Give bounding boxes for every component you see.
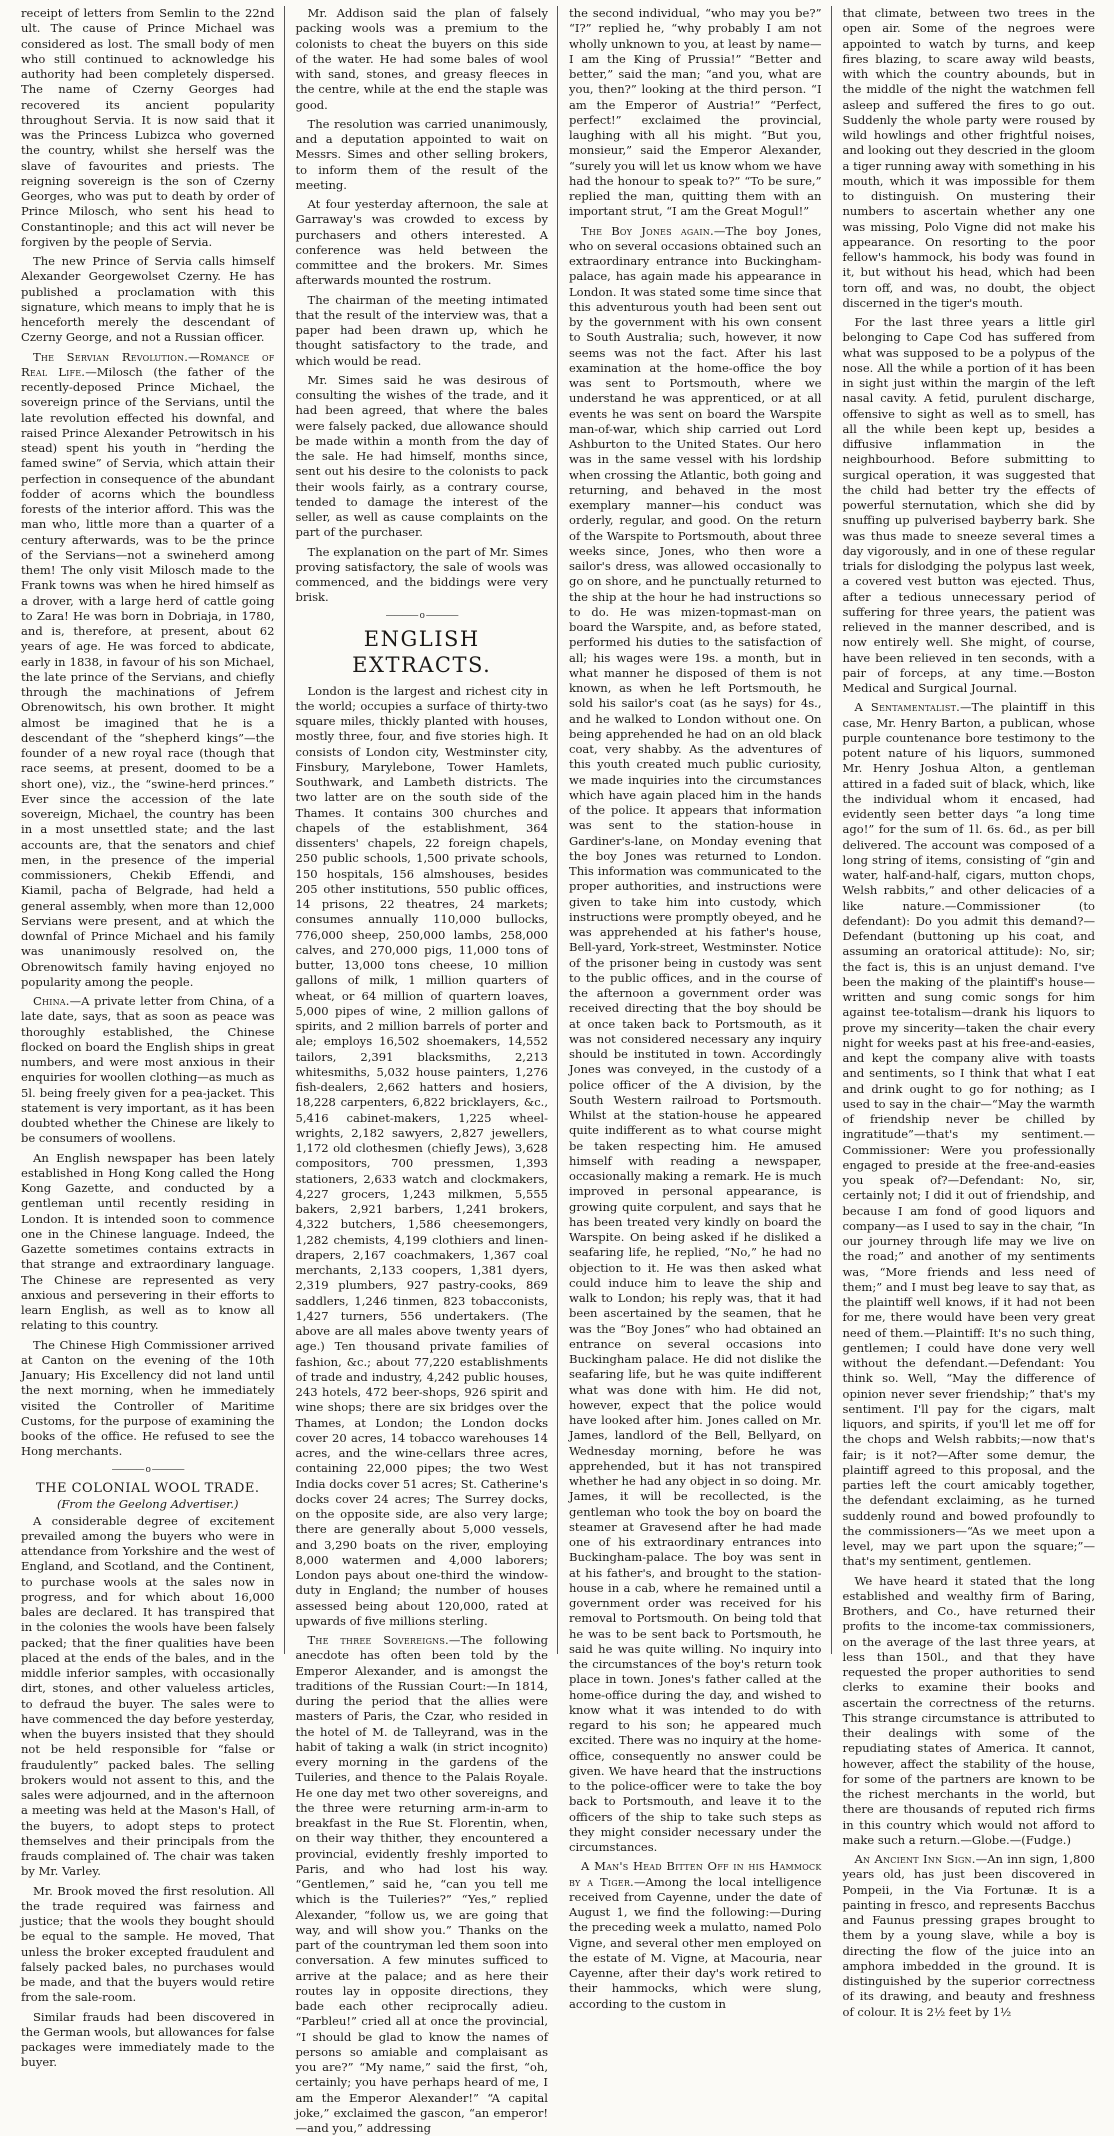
article-paragraph [569, 1859, 822, 2012]
article-heading: THE COLONIAL WOOL TRADE. [35, 1480, 260, 1496]
paragraph-lead: A Sentamentalist. [854, 700, 960, 715]
article-paragraph [21, 1151, 275, 1334]
article-paragraph [843, 315, 1096, 696]
paragraph-text: We have heard it stated that the long established and wealthy firm of Baring, Brothers, and Co., have returned their profits to the income-tax commissioners, on the average of the last three years, at less than 150l., and that they have requested the proper authorities to send clerks to examine their books and ascertain the correctness of the returns. This strange circumstance is attributed to their dealings with some of the repudiating states of America. It cannot, however, affect the stability of the house, for some of the partners are known to be the richest merchants in the world, but there are thousands of reputed rich firms in this country which would not afford to make such a return.—Globe.—(Fudge.) [842, 1573, 1095, 1847]
article-paragraph [296, 117, 549, 193]
paragraph-text: The explanation on the part of Mr. Simes proving satisfactory, the sale of wools was commenced, and the biddings were very brisk. [295, 544, 548, 605]
article-paragraph [569, 6, 822, 220]
article-paragraph [296, 293, 549, 369]
article-paragraph [21, 1884, 275, 2006]
paragraph-text: The Chinese High Commissioner arrived at Canton on the evening of the 10th January; His Excellency did not land until the next morning, when he immediately visited the Controller of Maritime Customs, for the purpose of examining the books of the office. He refused to see the Hong merchants. [21, 1337, 275, 1459]
article-paragraph [21, 1338, 275, 1460]
paragraph-text: —An inn sign, 1,800 years old, has just been discovered in Pompeii, in the Via Fortunæ. It is a painting in fresco, and represents Bacchus and Faunus pressing grapes brought to them by a young slave, while a boy is directing the flow of the juice into an amphora imbedded in the ground. It is distinguished by the superior correctness of its drawing, and beauty and freshness of colour. It is 2½ feet by 1½ [842, 1852, 1096, 2019]
paragraph-text: —The boy Jones, who on several occasions obtained such an extraordinary entrance into Buckingham-palace, has again made his appearance in London. It was stated some time since that this adventurous youth had been sent out by the government with his own consent to South Australia; such, however, it now seems was not the fact. After his last examination at the home-office the boy was sent to Portsmouth, where we understand he was apprenticed, or at all events he was sent on board the Warspite man-of-war, which ship carried out Lord Ashburton to the United States. Our hero was in the same vessel with his lordship when crossing the Atlantic, both going and returning, and behaved in the most exemplary manner—his conduct was orderly, regular, and good. On the return of the Warspite to Portsmouth, about three weeks since, Jones, who then wore a sailor's dress, was allowed occasionally to go on shore, and he punctually returned to the ship at the hour he had instructions so to do. He was mizen-topmast-man on board the Warspite, and, as before stated, performed his duties to the satisfaction of all; his wages were 19s. a month, but in what manner he disposed of them is not known, as when he left Portsmouth, he sold his sailor's coat (as he says) for 4s., and he walked to London without one. On being apprehended he had on an old black coat, very shabby. As the adventures of this youth created much public curiosity, we made inquiries into the circumstances which have again placed him in the hands of the police. It appears that information was sent to the station-house in Gardiner's-lane, on Monday evening that the boy Jones was returned to London. This information was communicated to the proper authorities, and instructions were given to take him into custody, which instructions were promptly obeyed, and he was apprehended at his father's house, Bell-yard, York-street, Westminster. Notice of the prisoner being in custody was sent to the public offices, and in the course of the afternoon a government order was received directing that the boy should be at once taken back to Portsmouth, as it was not considered necessary any inquiry should be instituted in town. Accordingly Jones was conveyed, in the custody of a police officer of the A division, by the South Western railroad to Portsmouth. Whilst at the station-house he appeared quite indifferent as to what course might be taken respecting him. He amused himself with reading a newspaper, occasionally making a remark. He is much improved in personal appearance, is growing quite corpulent, and says that he has been treated very kindly on board the Warspite. On being asked if he disliked a seafaring life, he replied, “No,” he had no objection to it. He was then asked what could induce him to leave the ship and walk to London; his reply was, that it had been ascertained by the seamen, that he was the “Boy Jones” who had obtained an entrance on several occasions into Buckingham palace. He did not dislike the seafaring life, but he was quite indifferent what was done with him. He did not, however, expect that the police would have looked after him. Jones called on Mr. James, landlord of the Bell, Bellyard, on Wednesday morning, before he was apprehended, but it has not transpired whether he had any object in so doing. Mr. James, it will be recollected, is the gentleman who took the boy on board the steamer at Gravesend after he had made one of his extraordinary entrances into Buckingham-palace. The boy was sent in at his father's, and brought to the station-house in a cab, where he remained until a government order was received for his removal to Portsmouth. On being told that he was to be sent back to Portsmouth, he said he was quite willing. No inquiry into the circumstances of the boy's return took place in town. Jones's father called at the home-office during the day, and wished to know what it was intended to do with regard to his son; he appeared much excited. There was no inquiry at the home-office, consequently no answer could be given. We have heard that the instructions to the police-officer were to take the boy back to Portsmouth, and leave it to the officers of the ship to take such steps as they might consider necessary under the circumstances. [569, 223, 822, 1854]
newspaper-page [10, 6, 1104, 2135]
column-2 [284, 6, 558, 2135]
paragraph-text: The new Prince of Servia calls himself Alexander Georgewolset Czerny. He has published a proclamation with this signature, which means to imply that he is henceforth merely the descendant of Czerny George, and not a Russian officer. [21, 254, 275, 345]
paragraph-text: For the last three years a little girl belonging to Cape Cod has suffered from what was supposed to be a polypus of the nose. All the while a portion of it has been in sight just within the margin of the left nasal cavity. A fetid, purulent discharge, offensive to sight as well as to smell, has all the while been kept up, besides a diffusive inflammation in the neighbourhood. Before submitting to surgical operation, it was suggested that the child had better try the effects of powerful sternutation, which she did by snuffing up pulverised bayberry bark. She was thus made to sneeze several times a day vigorously, and in one of these regular trials for dislodging the polypus last week, a covered vest button was ejected. Thus, after a tedious unnecessary period of suffering for three years, the patient was relieved in the manner described, and is now entirely well. She might, of course, have been relieved in ten seconds, with a pair of forceps, at any time.—Boston Medical and Surgical Journal. [842, 315, 1095, 695]
article-paragraph [569, 224, 822, 1856]
article-paragraph [843, 1852, 1096, 2020]
article-paragraph [296, 1633, 549, 2136]
paragraph-text: At four yesterday afternoon, the sale at Garraway's was crowded to excess by purchasers and others interested. A conference was held between the committee and the brokers. Mr. Simes afterwards mounted the rostrum. [295, 197, 548, 288]
article-source: (From the Geelong Advertiser.) [56, 1496, 239, 1511]
paragraph-text: The chairman of the meeting intimated that the result of the interview was, that a paper had been drawn up, which he thought satisfactory to the trade, and which would be read. [295, 292, 548, 368]
paragraph-text: Similar frauds had been discovered in the German wools, but allowances for false packages were immediately made to the buyer. [21, 2009, 275, 2070]
paragraph-lead: China. [33, 994, 70, 1008]
paragraph-lead: A Man's Head Bitten Off in his Hammock by a Tiger. [569, 1859, 822, 1889]
article-paragraph [843, 1574, 1096, 1849]
article-paragraph [843, 6, 1096, 311]
paragraph-text: that climate, between two trees in the open air. Some of the negroes were appointed to watch by turns, and keep fires blazing, to scare away wild beasts, with which the country abounds, but in the middle of the night the watchmen fell asleep and suffered the fires to go out. Suddenly the whole party were roused by wild howlings and other frightful noises, and looking out they descried in the gloom a tiger running away with something in his mouth, which it was impossible for them to distinguish. On mustering their numbers to ascertain whether any one was missing, Polo Vigne did not make his appearance. On resorting to the poor fellow's hammock, his body was found in it, but without his head, which had been torn off, and was, no doubt, the object discerned in the tiger's mouth. [842, 6, 1095, 310]
paragraph-lead: The Servian Revolution.—Romance of Real Life. [21, 349, 275, 379]
paragraph-text: —Among the local intelligence received from Cayenne, under the date of August 1, we find the following:—During the preceding week a mulatto, named Polo Vigne, and several other men employed on the estate of M. Vigne, at Macouria, near Cayenne, after their day's work retired to their hammocks, which were slung, according to the custom in [569, 1874, 822, 2011]
paragraph-lead: An Ancient Inn Sign. [854, 1852, 976, 1866]
article-paragraph [21, 350, 275, 991]
paragraph-text: —A private letter from China, of a late date, says, that as soon as peace was thoroughly established, the Chinese flocked on board the English ships in great numbers, and were most anxious in their enquiries for woollen clothing—as much as 5l. being freely given for a pea-jacket. This statement is very important, as it has been doubted whether the Chinese are likely to be consumers of woollens. [21, 994, 275, 1146]
section-divider [296, 610, 549, 622]
section-divider [21, 1464, 275, 1476]
article-paragraph [296, 373, 549, 541]
column-1 [10, 6, 284, 2070]
article-paragraph [296, 6, 549, 113]
article-paragraph [21, 2010, 275, 2071]
article-paragraph [21, 6, 275, 250]
column-4 [831, 6, 1105, 2019]
article-paragraph [21, 1514, 275, 1880]
article-paragraph [296, 684, 549, 1630]
section-heading: ENGLISH EXTRACTS. [352, 626, 492, 677]
paragraph-lead: The Boy Jones again. [581, 223, 714, 238]
article-paragraph [21, 994, 275, 1147]
paragraph-text: London is the largest and richest city in the world; occupies a surface of thirty-two square miles, thickly planted with houses, mostly three, four, and five stories high. It consists of London city, Westminster city, Finsbury, Marylebone, Tower Hamlets, Southwark, and Lambeth districts. The two latter are on the south side of the Thames. It contains 300 churches and chapels of the establishment, 364 dissenters' chapels, 22 foreign chapels, 250 public schools, 1,500 private schools, 150 hospitals, 156 almshouses, besides 205 other institutions, 550 public offices, 14 prisons, 22 theatres, 24 markets; consumes annually 110,000 bullocks, 776,000 sheep, 250,000 lambs, 258,000 calves, and 270,000 pigs, 11,000 tons of butter, 13,000 tons cheese, 10 million gallons of milk, 1 million quarters of wheat, or 64 million of quartern loaves, 5,000 pipes of wine, 2 million gallons of spirits, and 2 million barrels of porter and ale; employs 16,502 shoemakers, 14,552 tailors, 2,391 blacksmiths, 2,213 whitesmiths, 5,032 house painters, 1,276 fish-dealers, 2,662 hatters and hosiers, 18,228 carpenters, 6,822 bricklayers, &c., 5,416 cabinet-makers, 1,225 wheel-wrights, 2,182 sawyers, 2,827 jewellers, 1,172 old clothesmen (chiefly Jews), 3,628 compositors, 700 pressmen, 1,393 stationers, 2,633 watch and clockmakers, 4,227 grocers, 1,243 milkmen, 5,555 bakers, 2,921 barbers, 1,241 brokers, 4,322 butchers, 1,586 cheesemongers, 1,282 chemists, 4,199 clothiers and linen-drapers, 2,167 coachmakers, 1,367 coal merchants, 2,133 coopers, 1,381 dyers, 2,319 plumbers, 927 pastry-cooks, 869 saddlers, 1,246 tinmen, 823 tobacconists, 1,427 turners, 556 undertakers. (The above are all males above twenty years of age.) Ten thousand private families of fashion, &c.; about 77,220 establishments of trade and industry, 4,242 public houses, 243 hotels, 472 beer-shops, 926 spirit and wine shops; there are six bridges over the Thames, at London; the London docks cover 20 acres, 14 tobacco warehouses 14 acres, and the wine-cellars three acres, containing 22,000 pipes; the two West India docks cover 51 acres; St. Catherine's docks cover 24 acres; The Surrey docks, on the opposite side, are also very large; there are generally about 5,000 vessels, and 3,290 boats on the river, employing 8,000 watermen and 4,000 laborers; London pays about one-third the window-duty in England; the number of houses assessed being about 120,000, rated at upwards of five millions sterling. [295, 683, 548, 1628]
paragraph-text: —The following anecdote has often been told by the Emperor Alexander, and is amongst the traditions of the Russian Court:—In 1814, during the period that the allies were masters of Paris, the Czar, who resided in the hotel of M. de Talleyrand, was in the habit of taking a walk (in strict incognito) every morning in the gardens of the Tuileries, and thence to the Palais Royale. He one day met two other sovereigns, and the three were returning arm-in-arm to breakfast in the Rue St. Florentin, when, on their way thither, they encountered a provincial, evidently freshly imported to Paris, and who had lost his way. “Gentlemen,” said he, “can you tell me which is the Tuileries?” “Yes,” replied Alexander, “follow us, we are going that way, and will show you.” Thanks on the part of the countryman led them soon into conversation. A few minutes sufficed to arrive at the palace; and as here their routes lay in opposite directions, they bade each other reciprocally adieu. “Parbleu!” cried all at once the provincial, “I should be glad to know the names of persons so amiable and complaisant as you are?” “My name,” said the first, “oh, certainly; you have perhaps heard of me, I am the Emperor Alexander!” “A capital joke,” exclaimed the gascon, “an emperor!—and you,” addressing [295, 1633, 548, 2135]
paragraph-text: A considerable degree of excitement prevailed among the buyers who were in attendance from Yorkshire and the west of England, and Scotland, and the Continent, to purchase wools at the sales now in progress, and for which about 16,000 bales are declared. It has transpired that in the colonies the wools have been falsely packed; that the finer qualities have been placed at the ends of the bales, and in the middle inferior samples, with occasionally dirt, stones, and other valueless articles, to defraud the buyer. The sales were to have commenced the day before yesterday, when the buyers insisted that they should not be held responsible for “false or fraudulently” packed bales. The selling brokers would not assent to this, and the sales were adjourned, and in the afternoon a meeting was held at the Mason's Hall, of the buyers, to adopt steps to protect themselves and their principals from the frauds complained of. The chair was taken by Mr. Varley. [21, 1513, 275, 1879]
paragraph-text: receipt of letters from Semlin to the 22nd ult. The cause of Prince Michael was considered as lost. The small body of men who still continued to acknowledge his authority had been completely dispersed. The name of Czerny Georges had recovered its ancient popularity throughout Servia. It is now said that it was the Princess Lubizca who governed the country, whilst she herself was the slave of favourites and priests. The reigning sovereign is the son of Czerny Georges, who was put to death by order of Prince Milosch, who sent his head to Constantinople; and this act will never be forgiven by the people of Servia. [21, 6, 275, 249]
paragraph-text: the second individual, “who may you be?” “I?” replied he, “why probably I am not wholly unknown to you, at least by name—I am the King of Prussia!” “Better and better,” said the man; “and you, what are you, then?” looking at the third person. “I am the Emperor of Austria!” “Perfect, perfect!” exclaimed the provincial, laughing with all his might. “But you, monsieur,” said the Emperor Alexander, “surely you will let us know whom we have had the honour to speak to?” “To be sure,” replied the man, quitting them with an important strut, “I am the Great Mogul!” [569, 6, 822, 219]
paragraph-text: —Milosch (the father of the recently-deposed Prince Michael, the sovereign prince of the Servians, until the late revolution effected his downfal, and raised Prince Alexander Petrowitsch in his stead) spent his youth in “herding the famed swine” of Servia, which attain their perfection in consequence of the abundant fodder of acorns which the boundless forests of the interior afford. This was the man who, little more than a quarter of a century afterwards, was to be the prince of the Servians—not a swineherd among them! The only visit Milosch made to the Frank towns was when he hired himself as a drover, with a large herd of cattle going to Zara! He was born in Dobriaja, in 1780, and is, therefore, at present, about 62 years of age. He was forced to abdicate, early in 1838, in favour of his son Michael, the late prince of the Servians, and chiefly through the machinations of Jefrem Obrenowitsch, his own brother. It might almost be imagined that he is a descendant of the “shepherd kings”—the founder of a new royal race (though that race seems, at present, doomed to be a short one), viz., the “swine-herd princes.” Ever since the accession of the late sovereign, Michael, the country has been in a most unsettled state; and the last accounts are, that the senators and chief men, in the presence of the imperial commissioners, Chekib Effendi, and Kiamil, pacha of Belgrade, had held a general assembly, when more than 12,000 Servians were present, and at which the downfal of Prince Michael and his family was unanimously resolved on, the Obrenowitsch family having enjoyed no popularity among the people. [21, 364, 275, 989]
article-paragraph [296, 197, 549, 289]
column-3 [557, 6, 831, 2011]
paragraph-text: —The plaintiff in this case, Mr. Henry Barton, a publican, whose purple countenance bore testimony to the potent nature of his liquors, summoned Mr. Henry Joshua Alton, a gentleman attired in a faded suit of black, which, like the individual whom it encased, had evidently seen better days “a long time ago!” for the sum of 1l. 6s. 6d., as per bill delivered. The account was composed of a long string of items, consisting of “gin and water, half-and-half, cigars, mutton chops, Welsh rabbits,” and other delicacies of a like nature.—Commissioner (to defendant): Do you admit this demand?—Defendant (buttoning up his coat, and assuming an oratorical attitude): No, sir; the fact is, this is an unjust demand. I've been the making of the plaintiff's house—written and sung comic songs for him against tee-totalism—drank his liquors to prove my sincerity—taken the chair every night for weeks past at his free-and-easies, and kept the company alive with toasts and sentiments, so I think that what I eat and drink ought to go for nothing; as I used to say in the chair—“May the warmth of friendship never be chilled by ingratitude”—that's my sentiment.—Commissioner: Were you professionally engaged to preside at the free-and-easies you speak of?—Defendant: No, sir, certainly not; I did it out of friendship, and because I am fond of good liquors and company—as I used to say in the chair, “In our journey through life may we live on the road;” and another of my sentiments was, “More friends and less need of them;” and I must beg leave to say that, as the plaintiff well knows, if it had not been for me, there would have been very great need of them.—Plaintiff: It's no such thing, gentlemen; I could have done very well without the defendant.—Defendant: You think so. Well, “May the difference of opinion never sever friendship;” that's my sentiment. I'll pay for the cigars, malt liquors, and spirits, if you'll let me off for the chops and Welsh rabbits;—now that's fair; is it not?—After some demur, the plaintiff agreed to this proposal, and the parties left the court amicably together, the defendant exclaiming, as he turned suddenly round and bowed profoundly to the commissioners—“As we meet upon a level, may we part upon the square;”—that's my sentiment, gentlemen. [842, 700, 1095, 1569]
article-paragraph [843, 700, 1096, 1569]
paragraph-text: The resolution was carried unanimously, and a deputation appointed to wait on Messrs. Simes and other selling brokers, to inform them of the result of the meeting. [295, 116, 548, 192]
article-paragraph [296, 545, 549, 606]
paragraph-text: Mr. Addison said the plan of falsely packing wools was a premium to the colonists to cheat the buyers on this side of the water. He had some bales of wool with sand, stones, and greasy fleeces in the centre, while at the end the staple was good. [295, 6, 548, 112]
paragraph-text: Mr. Brook moved the first resolution. All the trade required was fairness and justice; that the wools they bought should be equal to the sample. He moved, That unless the broker excepted fraudulent and falsely packed bales, no purchases would be made, and that the buyers would retire from the sale-room. [21, 1883, 275, 2005]
paragraph-text: An English newspaper has been lately established in Hong Kong called the Hong Kong Gazette, and conducted by a gentleman until recently residing in London. It is intended soon to commence one in the Chinese language. Indeed, the Gazette sometimes contains extracts in that strange and extraordinary language. The Chinese are represented as very anxious and persevering in their efforts to learn English, as well as to know all relating to this country. [21, 1150, 275, 1333]
paragraph-text: Mr. Simes said he was desirous of consulting the wishes of the trade, and it had been agreed, that where the bales were falsely packed, due allowance should be made within a month from the day of the sale. He had himself, months since, sent out his desire to the colonists to pack their wools fairly, as a contrary course, tended to damage the interest of the seller, as well as cause complaints on the part of the purchaser. [295, 372, 548, 540]
article-paragraph [21, 254, 275, 346]
paragraph-lead: The three Sovereigns. [307, 1633, 449, 1647]
